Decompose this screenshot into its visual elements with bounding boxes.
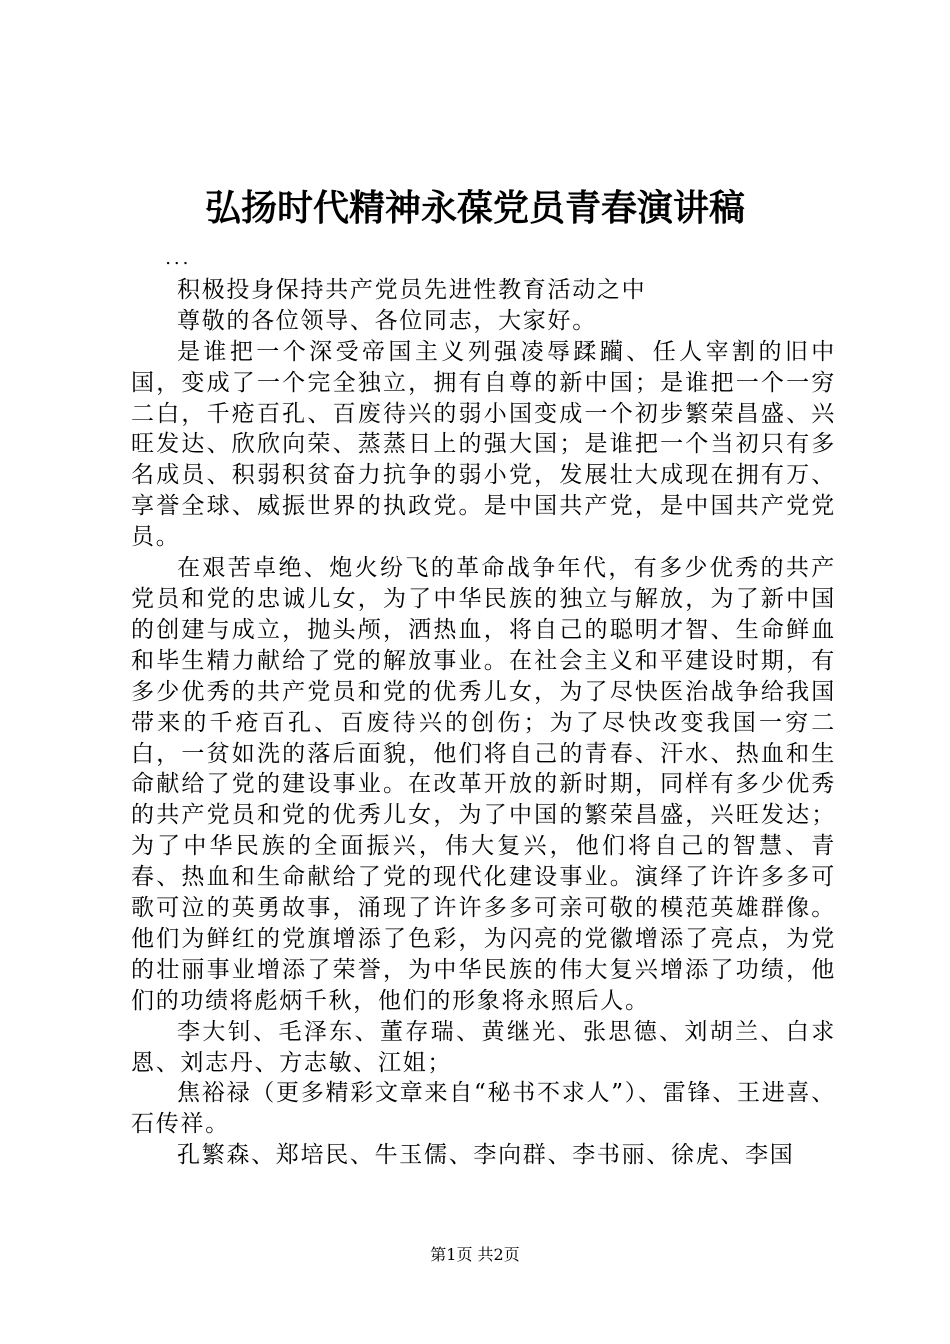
names-paragraph: 孔繁森、郑培民、牛玉儒、李向群、李书丽、徐虎、李国 [177, 1142, 795, 1169]
names-paragraph: 焦裕禄（更多精彩文章来自“秘书不求人”）、雷锋、王进喜、石传祥。 [131, 1080, 836, 1138]
greeting-paragraph: 尊敬的各位领导、各位同志，大家好。 [177, 307, 597, 334]
subtitle-paragraph: 积极投身保持共产党员先进性教育活动之中 [177, 276, 647, 303]
page-footer: 第1页 共2页 [430, 1245, 520, 1264]
ellipsis-line: ... [165, 248, 192, 269]
document-body [131, 244, 836, 1171]
names-paragraph: 李大钊、毛泽东、董存瑞、黄继光、张思德、刘胡兰、白求恩、刘志丹、方志敏、江姐； [131, 1018, 836, 1076]
body-paragraph: 在艰苦卓绝、炮火纷飞的革命战争年代，有多少优秀的共产党员和党的忠诚儿女，为了中华民族的独立与解放，为了新中国的创建与成立，抛头颅，洒热血，将自己的聪明才智、生命鲜血和毕生精力献给了党的解放事业。在社会主义和平建设时期，有多少优秀的共产党员和党的优秀儿女，为了尽快医治战争给我国带来的千疮百孔、百废待兴的创伤；为了尽快改变我国一穷二白，一贫如洗的落后面貌，他们将自己的青春、汗水、热血和生命献给了党的建设事业。在改革开放的新时期，同样有多少优秀的共产党员和党的优秀儿女，为了中国的繁荣昌盛，兴旺发达；为了中华民族的全面振兴，伟大复兴，他们将自己的智慧、青春、热血和生命献给了党的现代化建设事业。演绎了许许多多可歌可泣的英勇故事，涌现了许许多多可亲可敬的模范英雄群像。他们为鲜红的党旗增添了色彩，为闪亮的党徽增添了亮点，为党的壮丽事业增添了荣誉，为中华民族的伟大复兴增添了功绩，他们的功绩将彪炳千秋，他们的形象将永照后人。 [131, 555, 836, 1014]
document-title: 弘扬时代精神永葆党员青春演讲稿 [204, 187, 745, 229]
body-paragraph: 是谁把一个深受帝国主义列强凌辱蹂躏、任人宰割的旧中国，变成了一个完全独立，拥有自尊的新中国；是谁把一个一穷二白，千疮百孔、百废待兴的弱小国变成一个初步繁荣昌盛、兴旺发达、欣欣向荣、蒸蒸日上的强大国；是谁把一个当初只有多名成员、积弱积贫奋力抗争的弱小党，发展壮大成现在拥有万、享誉全球、威振世界的执政党。是中国共产党，是中国共产党党员。 [131, 338, 836, 551]
